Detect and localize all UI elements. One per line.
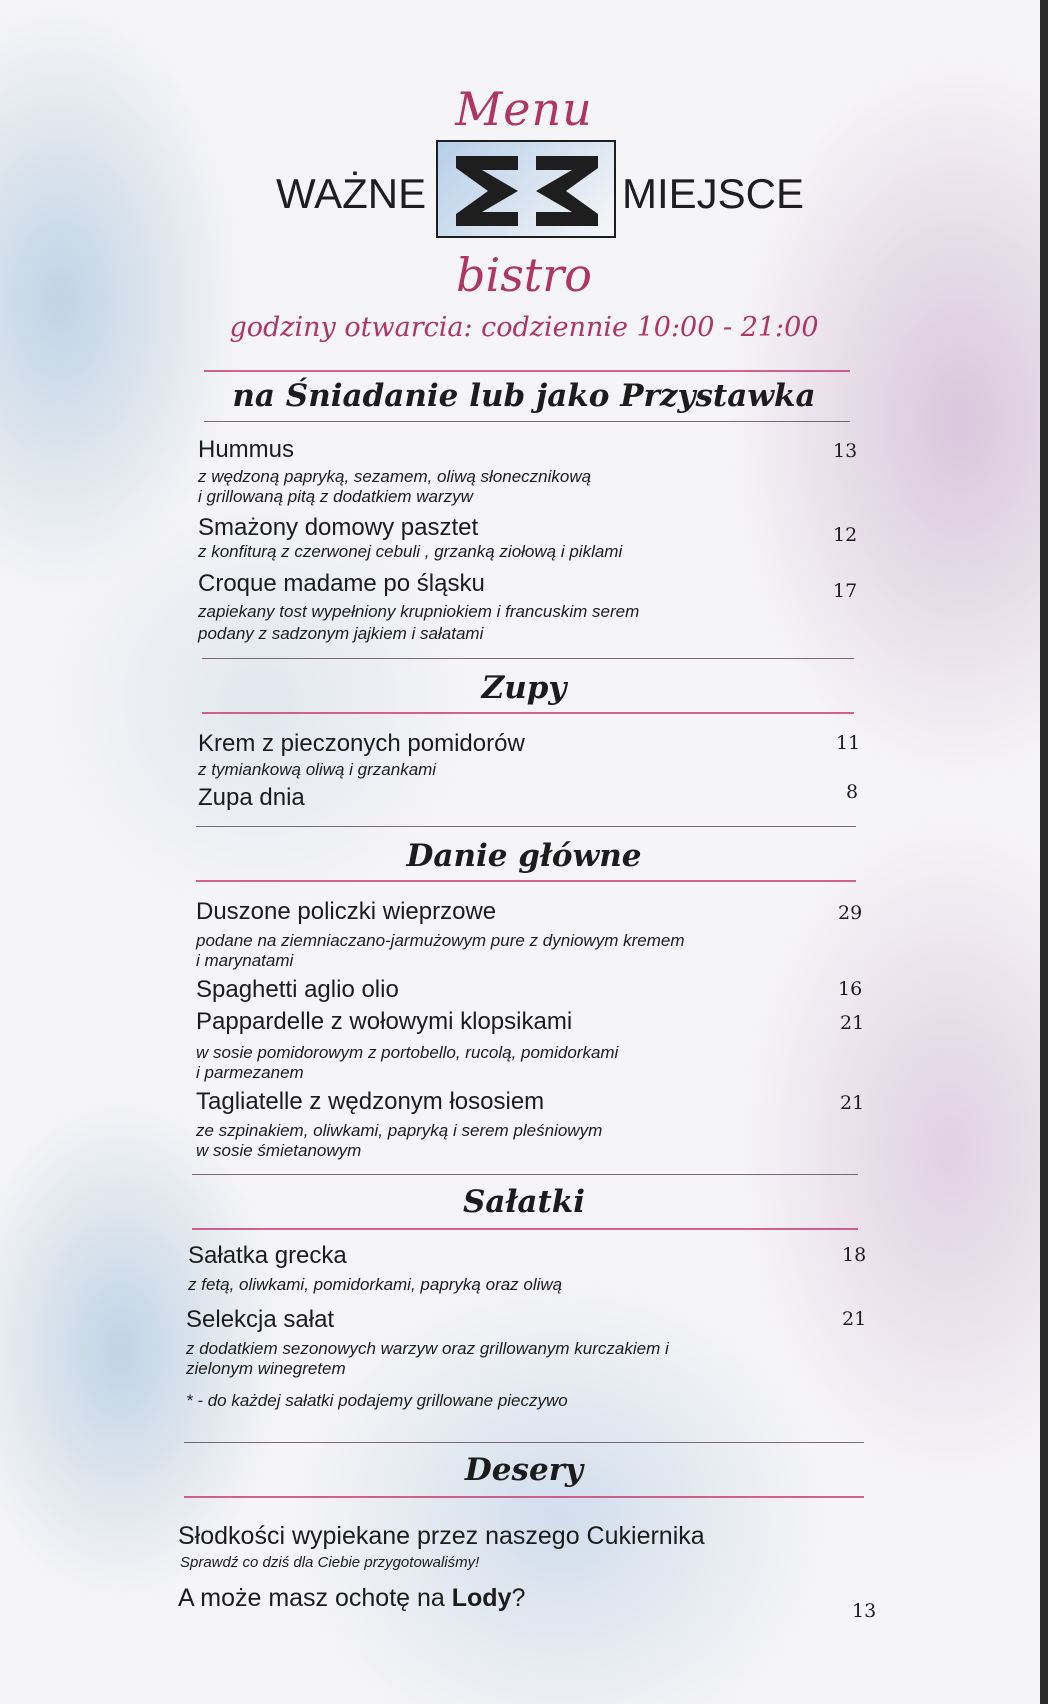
menu-item-desc: i grillowaną pitą z dodatkiem warzyw	[198, 487, 473, 506]
dessert-desc: Sprawdź co dziś dla Ciebie przygotowaliśmy!	[180, 1554, 480, 1571]
menu-item-name: Spaghetti aglio olio	[196, 976, 399, 1003]
ice-cream-bold: Lody	[451, 1584, 512, 1612]
brand-left-text: WAŻNE	[276, 170, 427, 217]
menu-item-price: 11	[836, 732, 861, 754]
divider	[202, 712, 854, 714]
menu-item-desc: i parmezanem	[196, 1063, 304, 1082]
ice-cream-suffix: ?	[511, 1584, 526, 1612]
bistro-title: bistro	[456, 248, 592, 302]
menu-item-desc: i marynatami	[196, 951, 294, 970]
section-title-desserts: Desery	[464, 1452, 584, 1488]
menu-item-name: Smażony domowy pasztet	[198, 514, 479, 541]
menu-item-price: 17	[833, 580, 858, 602]
ww-logo-icon	[436, 140, 616, 238]
menu-item-price: 8	[846, 781, 859, 803]
brand-right-text: MIEJSCE	[622, 170, 805, 217]
divider	[204, 421, 850, 422]
ice-cream-prefix: A może masz ochotę na	[178, 1584, 452, 1612]
menu-item-desc: z dodatkiem sezonowych warzyw oraz grillowanym kurczakiem i	[186, 1339, 669, 1358]
divider	[196, 880, 856, 882]
section-title-mains: Danie główne	[406, 838, 642, 874]
divider	[184, 1496, 864, 1498]
divider	[192, 1174, 858, 1175]
divider	[192, 1228, 858, 1230]
menu-item-desc: w sosie śmietanowym	[196, 1141, 362, 1160]
menu-item-price: 29	[838, 902, 863, 924]
menu-item-price: 12	[833, 524, 858, 546]
menu-item-name: Croque madame po śląsku	[198, 570, 485, 597]
menu-item-name: Pappardelle z wołowymi klopsikami	[196, 1008, 573, 1035]
divider	[204, 370, 850, 372]
menu-item-desc: z konfiturą z czerwonej cebuli , grzanką ziołową i piklami	[198, 542, 623, 561]
section-title-salads: Sałatki	[462, 1184, 586, 1220]
menu-item-name: Duszone policzki wieprzowe	[196, 898, 497, 925]
dessert-line: Słodkości wypiekane przez naszego Cukiernika	[178, 1522, 705, 1550]
menu-item-desc: zapiekany tost wypełniony krupniokiem i francuskim serem	[198, 602, 640, 621]
section-title-breakfast: na Śniadanie lub jako Przystawka	[232, 378, 816, 414]
salads-note: * - do każdej sałatki podajemy grillowane pieczywo	[186, 1391, 568, 1410]
menu-item-desc: z tymiankową oliwą i grzankami	[198, 760, 437, 779]
menu-item-price: 13	[852, 1600, 877, 1622]
menu-item-desc: w sosie pomidorowym z portobello, rucolą, pomidorkami	[196, 1043, 619, 1062]
menu-item-name: Zupa dnia	[198, 784, 305, 811]
divider	[184, 1442, 864, 1443]
menu-item-name: Selekcja sałat	[186, 1306, 335, 1333]
menu-item-desc: zielonym winegretem	[186, 1359, 346, 1378]
menu-item-desc: z fetą, oliwkami, pomidorkami, papryką oraz oliwą	[188, 1275, 563, 1294]
menu-item-name: Sałatka grecka	[188, 1242, 347, 1269]
menu-item-price: 16	[838, 978, 863, 1000]
menu-item-price: 21	[840, 1012, 865, 1034]
menu-item-price: 21	[842, 1308, 867, 1330]
menu-item-name: Hummus	[198, 436, 295, 463]
divider	[202, 658, 854, 659]
opening-hours: godziny otwarcia: codziennie 10:00 - 21:00	[229, 312, 819, 343]
section-title-soups: Zupy	[481, 670, 567, 706]
menu-item-name: Krem z pieczonych pomidorów	[198, 730, 525, 757]
menu-item-desc: podany z sadzonym jajkiem i sałatami	[198, 624, 484, 643]
menu-item-price: 21	[840, 1092, 865, 1114]
ice-cream-line	[178, 1584, 525, 1613]
menu-item-name: Tagliatelle z wędzonym łososiem	[196, 1088, 545, 1115]
menu-title: Menu	[455, 82, 593, 136]
menu-item-desc: ze szpinakiem, oliwkami, papryką i serem pleśniowym	[196, 1121, 603, 1140]
brand-logo	[0, 140, 1048, 238]
divider	[196, 826, 856, 827]
menu-item-desc: podane na ziemniaczano-jarmużowym pure z dyniowym kremem	[196, 931, 685, 950]
menu-item-price: 13	[833, 440, 858, 462]
menu-item-price: 18	[842, 1244, 867, 1266]
menu-item-desc: z wędzoną papryką, sezamem, oliwą słonecznikową	[198, 467, 592, 486]
